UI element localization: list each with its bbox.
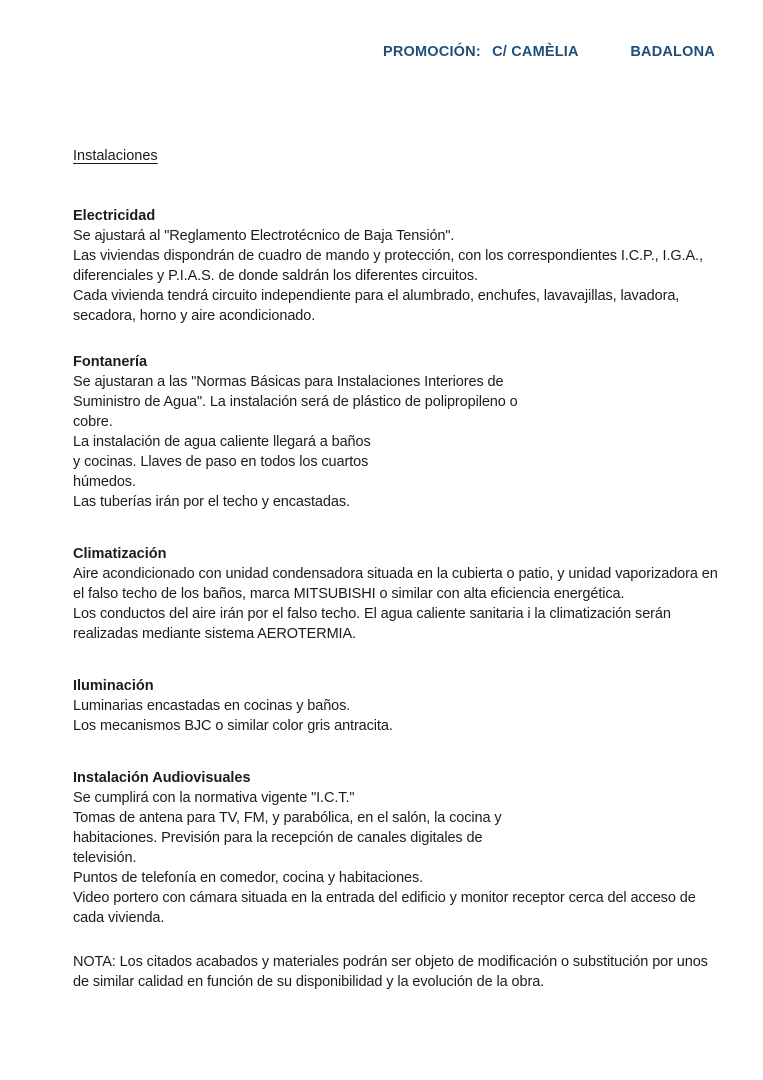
section-iluminacion	[73, 676, 713, 736]
text-line: diferenciales y P.I.A.S. de donde saldrán los diferentes circuitos.	[73, 268, 478, 284]
text-line: Suministro de Agua". La instalación será de plástico de polipropileno o	[73, 394, 518, 410]
section-electricidad	[73, 206, 713, 326]
text-line: Luminarias encastadas en cocinas y baños.	[73, 698, 351, 714]
promo-city: BADALONA	[630, 44, 715, 60]
text-line: secadora, horno y aire acondicionado.	[73, 308, 316, 324]
text-line: Cada vivienda tendrá circuito independiente para el alumbrado, enchufes, lavavajillas, lavadora,	[73, 288, 680, 304]
section-title: Electricidad	[73, 208, 156, 224]
text-line: Se cumplirá con la normativa vigente "I.C.T."	[73, 790, 355, 806]
text-line: cada vivienda.	[73, 910, 165, 926]
section-fontaneria	[73, 352, 713, 512]
section-title: Instalación Audiovisuales	[73, 770, 251, 786]
promo-street: C/ CAMÈLIA	[492, 44, 579, 60]
text-line: y cocinas. Llaves de paso en todos los cuartos	[73, 454, 369, 470]
text-line: Las viviendas dispondrán de cuadro de mando y protección, con los correspondientes I.C.P., I.G.A.,	[73, 248, 703, 264]
text-line: televisión.	[73, 850, 137, 866]
text-line: Se ajustaran a las "Normas Básicas para Instalaciones Interiores de	[73, 374, 504, 390]
text-line: Aire acondicionado con unidad condensadora situada en la cubierta o patio, y unidad vaporizadora en	[73, 566, 718, 582]
text-line: Las tuberías irán por el techo y encastadas.	[73, 494, 350, 510]
text-line: Tomas de antena para TV, FM, y parabólica, en el salón, la cocina y	[73, 810, 502, 826]
section-title: Iluminación	[73, 678, 154, 694]
text-line: Puntos de telefonía en comedor, cocina y habitaciones.	[73, 870, 424, 886]
section-title: Climatización	[73, 546, 167, 562]
note	[73, 952, 713, 992]
text-line: Los conductos del aire irán por el falso techo. El agua caliente sanitaria i la climatización serán	[73, 606, 671, 622]
section-audiovisuales	[73, 768, 713, 928]
text-line: Se ajustará al "Reglamento Electrotécnico de Baja Tensión".	[73, 228, 455, 244]
doc-title: Instalaciones	[73, 148, 158, 164]
section-title: Fontanería	[73, 354, 148, 370]
section-climatizacion	[73, 544, 718, 644]
text-line: húmedos.	[73, 474, 136, 490]
promo-label: PROMOCIÓN:	[383, 44, 481, 60]
text-line: La instalación de agua caliente llegará a baños	[73, 434, 371, 450]
note-line: de similar calidad en función de su disponibilidad y la evolución de la obra.	[73, 974, 545, 990]
text-line: Los mecanismos BJC o similar color gris antracita.	[73, 718, 393, 734]
promo-header	[73, 42, 713, 62]
note-line: NOTA: Los citados acabados y materiales podrán ser objeto de modificación o substitución por unos	[73, 954, 708, 970]
text-line: realizadas mediante sistema AEROTERMIA.	[73, 626, 356, 642]
text-line: habitaciones. Previsión para la recepción de canales digitales de	[73, 830, 483, 846]
text-line: cobre.	[73, 414, 113, 430]
text-line: el falso techo de los baños, marca MITSUBISHI o similar con alta eficiencia energética.	[73, 586, 625, 602]
text-line: Video portero con cámara situada en la entrada del edificio y monitor receptor cerca del acceso de	[73, 890, 696, 906]
